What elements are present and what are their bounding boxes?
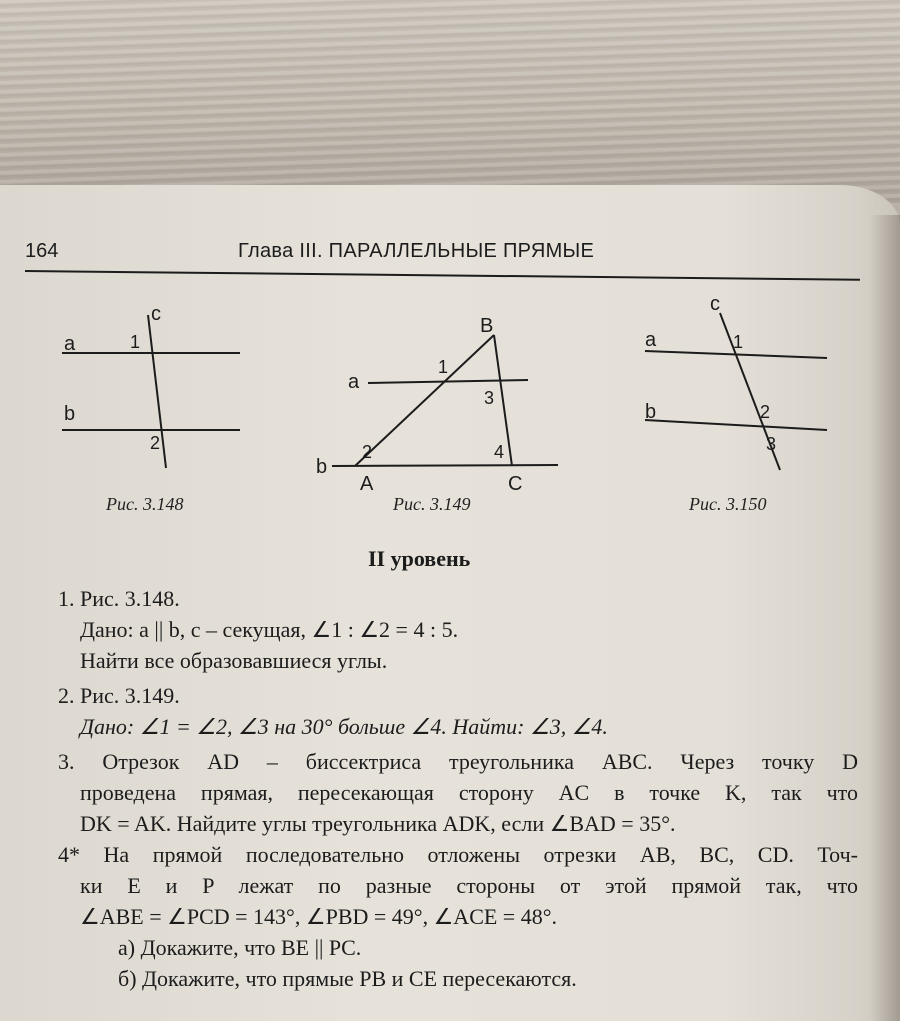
section-title: II уровень (368, 546, 471, 571)
problem-4-part-a: а) Докажите, что BE || PC. (118, 935, 362, 960)
problem-4-line-2: ки E и P лежат по разные стороны от этой прямой так, что (80, 873, 858, 898)
page-number: 164 (25, 240, 59, 262)
label-angle-3: 3 (766, 434, 777, 454)
problem-3-line-1: 3. Отрезок AD – биссектриса треугольника ABC. Через точку D (58, 749, 858, 774)
label-angle-2: 2 (362, 442, 373, 462)
problem-4-part-b: б) Докажите, что прямые PB и CE пересекаются. (118, 966, 577, 991)
label-c: c (710, 293, 720, 315)
caption-fig-3-150: Рис. 3.150 (689, 494, 767, 514)
line-b (332, 465, 558, 466)
label-b: b (645, 401, 657, 423)
problem-1-title: 1. Рис. 3.148. (58, 586, 180, 611)
line-b (645, 420, 827, 430)
label-a: a (348, 371, 360, 393)
label-angle-1: 1 (733, 332, 744, 352)
label-a: a (645, 329, 657, 351)
label-b: b (64, 403, 76, 425)
problem-4-line-3: ∠ABE = ∠PCD = 143°, ∠PBD = 49°, ∠ACE = 48°. (80, 904, 558, 929)
caption-fig-3-149: Рис. 3.149 (393, 494, 471, 514)
problem-3-line-2: проведена прямая, пересекающая сторону AC в точке K, так что (80, 780, 858, 805)
problem-2-text: Дано: ∠1 = ∠2, ∠3 на 30° больше ∠4. Найти: ∠3, ∠4. (80, 714, 608, 739)
label-angle-1: 1 (130, 332, 141, 352)
label-angle-2: 2 (760, 402, 771, 422)
line-a (368, 380, 528, 383)
label-angle-3: 3 (484, 388, 495, 408)
caption-fig-3-148: Рис. 3.148 (106, 494, 184, 514)
problem-1-find: Найти все образовавшиеся углы. (80, 648, 388, 673)
problem-4-line-1: 4* На прямой последовательно отложены отрезки AB, BC, CD. Точ- (58, 842, 858, 867)
label-c: c (151, 303, 161, 325)
label-C: C (508, 473, 523, 495)
chapter-title: Глава III. ПАРАЛЛЕЛЬНЫЕ ПРЯМЫЕ (238, 240, 595, 262)
label-angle-2: 2 (150, 433, 161, 453)
problem-1-given: Дано: a || b, c – секущая, ∠1 : ∠2 = 4 : 5. (80, 617, 459, 642)
label-a: a (64, 333, 76, 355)
problems-list (58, 583, 858, 994)
label-angle-1: 1 (438, 357, 449, 377)
label-angle-4: 4 (494, 442, 505, 462)
problem-3-line-3: DK = AK. Найдите углы треугольника ADK, если ∠BAD = 35°. (80, 811, 676, 836)
problem-2-title: 2. Рис. 3.149. (58, 683, 180, 708)
label-b: b (316, 456, 328, 478)
label-A: A (360, 473, 374, 495)
side-AB (355, 335, 494, 466)
label-B: B (480, 315, 494, 337)
